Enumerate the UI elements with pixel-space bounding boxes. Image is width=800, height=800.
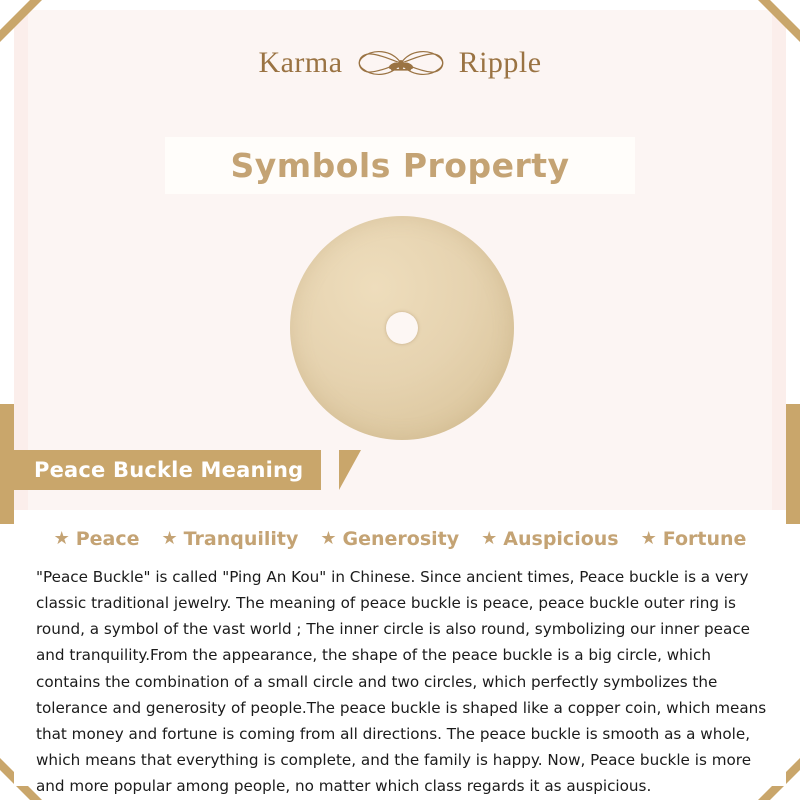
description-panel <box>14 510 786 796</box>
page-title: Symbols Property <box>230 146 570 185</box>
title-band <box>165 137 635 194</box>
brand-name-left: Karma <box>258 46 343 79</box>
keyword-item <box>162 528 299 550</box>
keyword-item <box>54 528 140 550</box>
keyword-label: Auspicious <box>503 528 619 550</box>
brand-logo <box>0 46 800 80</box>
corner-accent-top-left-inner <box>0 0 30 30</box>
star-icon: ★ <box>320 528 337 549</box>
star-icon: ★ <box>53 528 70 549</box>
star-icon: ★ <box>640 528 657 549</box>
right-gold-band <box>786 404 800 524</box>
section-ribbon-tail <box>339 450 361 490</box>
description-paragraph: "Peace Buckle" is called "Ping An Kou" in Chinese. Since ancient times, Peace buckle is a very classic traditional jewelry. The meaning of peace buckle is peace, peace buckle outer ring is round, a symbol of the vast world ; The inner circle is also round, symbolizing our inner peace and tranquility.From the appearance, the shape of the peace buckle is a big circle, which contains the combination of a small circle and two circles, which perfectly symbolizes the tolerance and generosity of people.The peace buckle is shaped like a copper coin, which means that money and fortune is coming from all directions. The peace buckle is smooth as a whole, which means that everything is complete, and the family is happy. Now, Peace buckle is more and more popular among people, no matter which class regards it as auspicious. <box>36 568 767 796</box>
brand-name-right: Ripple <box>458 46 542 79</box>
brand-logo-row <box>258 46 541 80</box>
corner-accent-top-right-inner <box>770 0 800 30</box>
lotus-infinity-icon <box>349 46 453 80</box>
section-ribbon-label: Peace Buckle Meaning <box>34 458 304 482</box>
keyword-label: Generosity <box>342 528 460 550</box>
section-ribbon <box>14 450 321 490</box>
keyword-label: Fortune <box>662 528 747 550</box>
keyword-item <box>481 528 618 550</box>
keyword-item <box>641 528 747 550</box>
star-icon: ★ <box>481 528 498 549</box>
star-icon: ★ <box>161 528 178 549</box>
peace-buckle-image <box>290 216 514 440</box>
keyword-list <box>14 528 786 550</box>
keyword-item <box>320 528 459 550</box>
keyword-label: Tranquility <box>183 528 299 550</box>
keyword-label: Peace <box>75 528 140 550</box>
peace-buckle-hole <box>386 312 418 344</box>
left-gold-band <box>0 404 14 524</box>
